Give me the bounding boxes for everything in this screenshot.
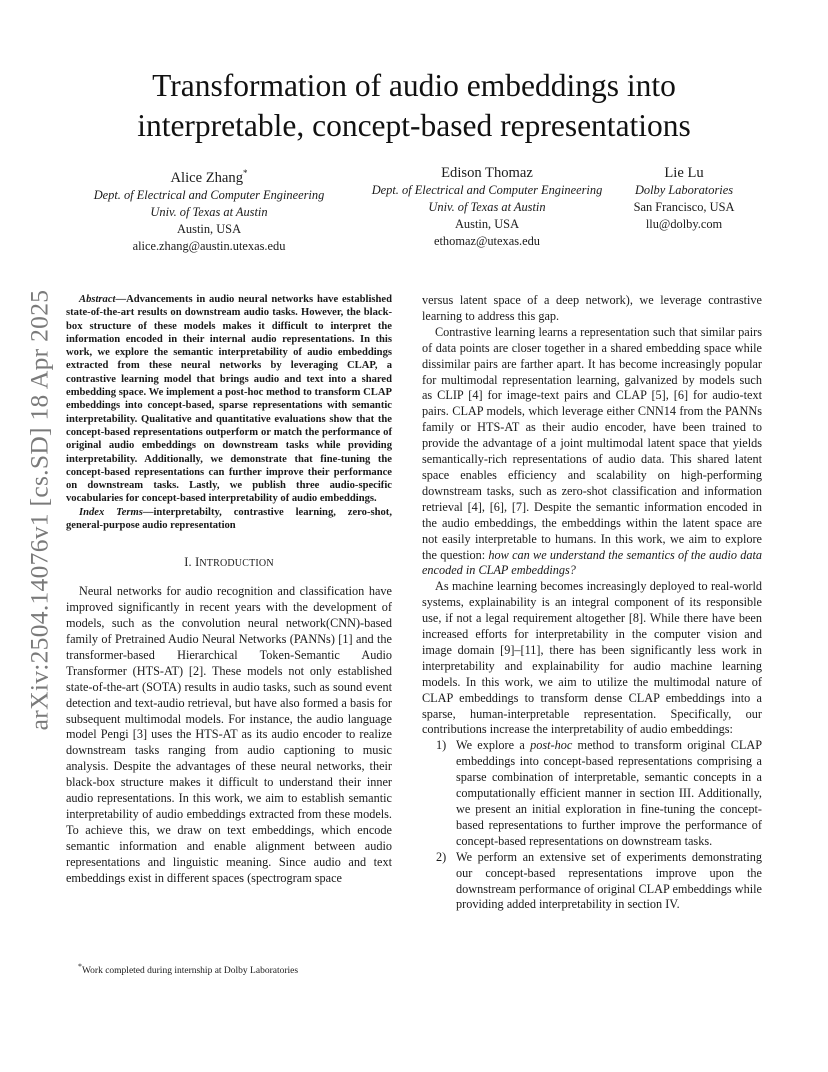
abstract: Abstract—Advancements in audio neural networks have established state-of-the-art results on downstream audio tasks. However, the black-box structure of these models makes it difficult to interpret the information encoded in their internal audio representations. In this work, we explore the semantic interpretability of audio embeddings extracted from these neural networks by leveraging CLAP, a contrastive learning model that brings audio and text into a shared embedding space. We implement a post-hoc method to transform CLAP embeddings into concept-based, sparse representations with semantic interpretability. Qualitative and quantitative evaluations show that the concept-based representations outperform or match the performance of original audio embeddings on downstream tasks while providing interpretability. Additionally, we demonstrate that fine-tuning the concept-based representations can further improve their performance on downstream tasks. Lastly, we publish three audio-specific vocabularies for concept-based interpretability of audio embeddings. [66,294,392,505]
arxiv-stamp-text: arXiv:2504.14076v1 [cs.SD] 18 Apr 2025 [24,289,53,731]
author-name: Lie Lu [664,165,704,181]
author-dept: Dept. of Electrical and Computer Engineering [93,187,325,202]
list-number: 2) [436,849,447,864]
author-name: Edison Thomaz [441,165,533,181]
intro-paragraph: Neural networks for audio recognition and classification have improved significantly in recent years with the development of models, such as the convolution neural network(CNN)-based family of Pretrained Audio Neural Networks (PANNs) [1] and the transformer-based Hierarchical Token-Semantic Audio Transformer (HTS-AT) [2]. These models not only established state-of-the-art (SOTA) results in audio tasks, such as sound event detection and text-audio retrieval, but have also formed a basis for subsequent multimodal models. For instance, the audio language model Pengi [3] uses the HTS-AT as its audio encoder to realize downstream tasks ranging from audio captioning to music analysis. Despite the advantages of these neural networks, their black-box structure makes it difficult to understand their inner audio representations. In this work, we aim to establish semantic interpretability of audio embeddings extracted from these models. To achieve this, we draw on text embeddings, which encode semantic information and enable alignment between audio representations and linguistic meaning. Since audio and text embeddings exist in different spaces (spectrogram space [66,584,392,885]
author-email: alice.zhang@austin.utexas.edu [132,238,286,253]
research-question: how can we understand the semantics of the audio data encoded in CLAP embeddings? [422,547,763,578]
abstract-text: Advancements in audio neural networks have established state-of-the-art results on downstream audio tasks. However, the black-box structure of these models makes it difficult to interpret the information encoded in their internal audio representations. In this work, we explore the semantic interpretability of audio embeddings extracted from these neural networks by leveraging CLAP, a contrastive learning model that brings audio and text into a shared embedding space. We implement a post-hoc method to transform CLAP embeddings into concept-based, sparse representations with semantic interpretability. Qualitative and quantitative evaluations show that the concept-based representations outperform or match the performance of original audio embeddings on downstream tasks while providing interpretability. Additionally, we demonstrate that fine-tuning the concept-based representations can further improve their performance on downstream tasks. Lastly, we publish three audio-specific vocabularies for concept-based interpretability of audio embeddings. [66,294,392,505]
author-location: San Francisco, USA [633,200,735,214]
footnote-text: Work completed during internship at Dolby Laboratories [81,966,299,977]
continuation-paragraph: versus latent space of a deep network), we leverage contrastive learning to address this gap. [422,293,762,323]
author-email: llu@dolby.com [645,217,723,231]
list-number: 1) [436,738,447,753]
section-title: NTRODUCTION [199,558,274,570]
author-location: Austin, USA [454,217,520,231]
left-column [66,293,392,886]
author-block-1 [74,164,344,255]
author-location: Austin, USA [176,221,242,236]
footnote [66,961,404,977]
footnote-mark: * [78,962,82,971]
author-name: Alice Zhang [170,169,244,186]
section-numeral: I. [184,555,192,570]
author-footnote-mark: * [243,168,248,178]
right-column [422,293,762,913]
explainability-paragraph: As machine learning becomes increasingly deployed to real-world systems, explainability is an integral component of its responsible use, if not a legal requirement altogether [8]. While there have been increased efforts for interpretability in the computer vision and image domain [9]–[11], there has been significantly less work in interpretability and explainability for audio machine learning models. In this work, we aim to utilize the multimodal nature of CLAP embeddings to transform dense CLAP embeddings into a sparse, human-interpretable representation. Specifically, our contributions increase the interpretability of audio embeddings: [422,579,762,737]
index-terms-label: Index Terms [79,506,143,518]
paper-title: Transformation of audio embeddings into interpretable, concept-based representations [137,68,691,143]
contrastive-paragraph: Contrastive learning learns a representation such that similar pairs of data points are closer together in a shared embedding space while dissimilar pairs are farther apart. It has become increasingly popular for multimodal representation learning, galvanized by models such as CLIP [4] for image-text pairs and CLAP [5], [6] for audio-text pairs. CLAP models, which leverage either CNN14 from the PANNs family or HTS-AT as their audio encoder, have been trained to provide the advantage of a joint multimodal latent space that yields semantically-rich representations of audio data. This shared latent space enables efficiency and scalability on high-performing downstream tasks, such as zero-shot classification and information retrieval [4], [6], [7]. Despite the semantic information encoded in the audio embeddings, the embeddings within the latent space are not easily interpretable to humans. In this work, we aim to explore the question: how can we understand the semantics of the audio data encoded in CLAP embeddings? [422,324,763,578]
author-block-2 [352,164,622,250]
author-dept: Dept. of Electrical and Computer Engineering [371,183,603,197]
section-heading: I. INTRODUCTION [184,555,274,570]
list-item: 1) We explore a post-hoc method to transform original CLAP embeddings into concept-based representations comprising a sparse combination of interpretable, semantic concepts in a computationally efficient manner in section III. Additionally, we present an initial exploration in fine-tuning the concept-based representations to further improve the performance of concept-based representations on downstream tasks. [436,738,763,848]
contributions-list [422,738,762,913]
author-email: ethomaz@utexas.edu [433,234,541,248]
author-org: Univ. of Texas at Austin [428,200,546,214]
abstract-label: Abstract [79,294,116,305]
arxiv-stamp [22,290,56,730]
index-terms: Index Terms—interpretabilty, contrastive learning, zero-shot, general-purpose audio representation [66,506,392,532]
author-org: Univ. of Texas at Austin [150,204,268,219]
author-dept: Dolby Laboratories [634,183,734,197]
index-terms-text: interpretabilty, contrastive learning, zero-shot, general-purpose audio representation [66,506,392,532]
list-item: 2) We perform an extensive set of experiments demonstrating our concept-based representations improve upon the downstream performance of original CLAP embeddings while providing added interpretability in section IV. [436,849,762,912]
author-block-3 [626,164,742,233]
